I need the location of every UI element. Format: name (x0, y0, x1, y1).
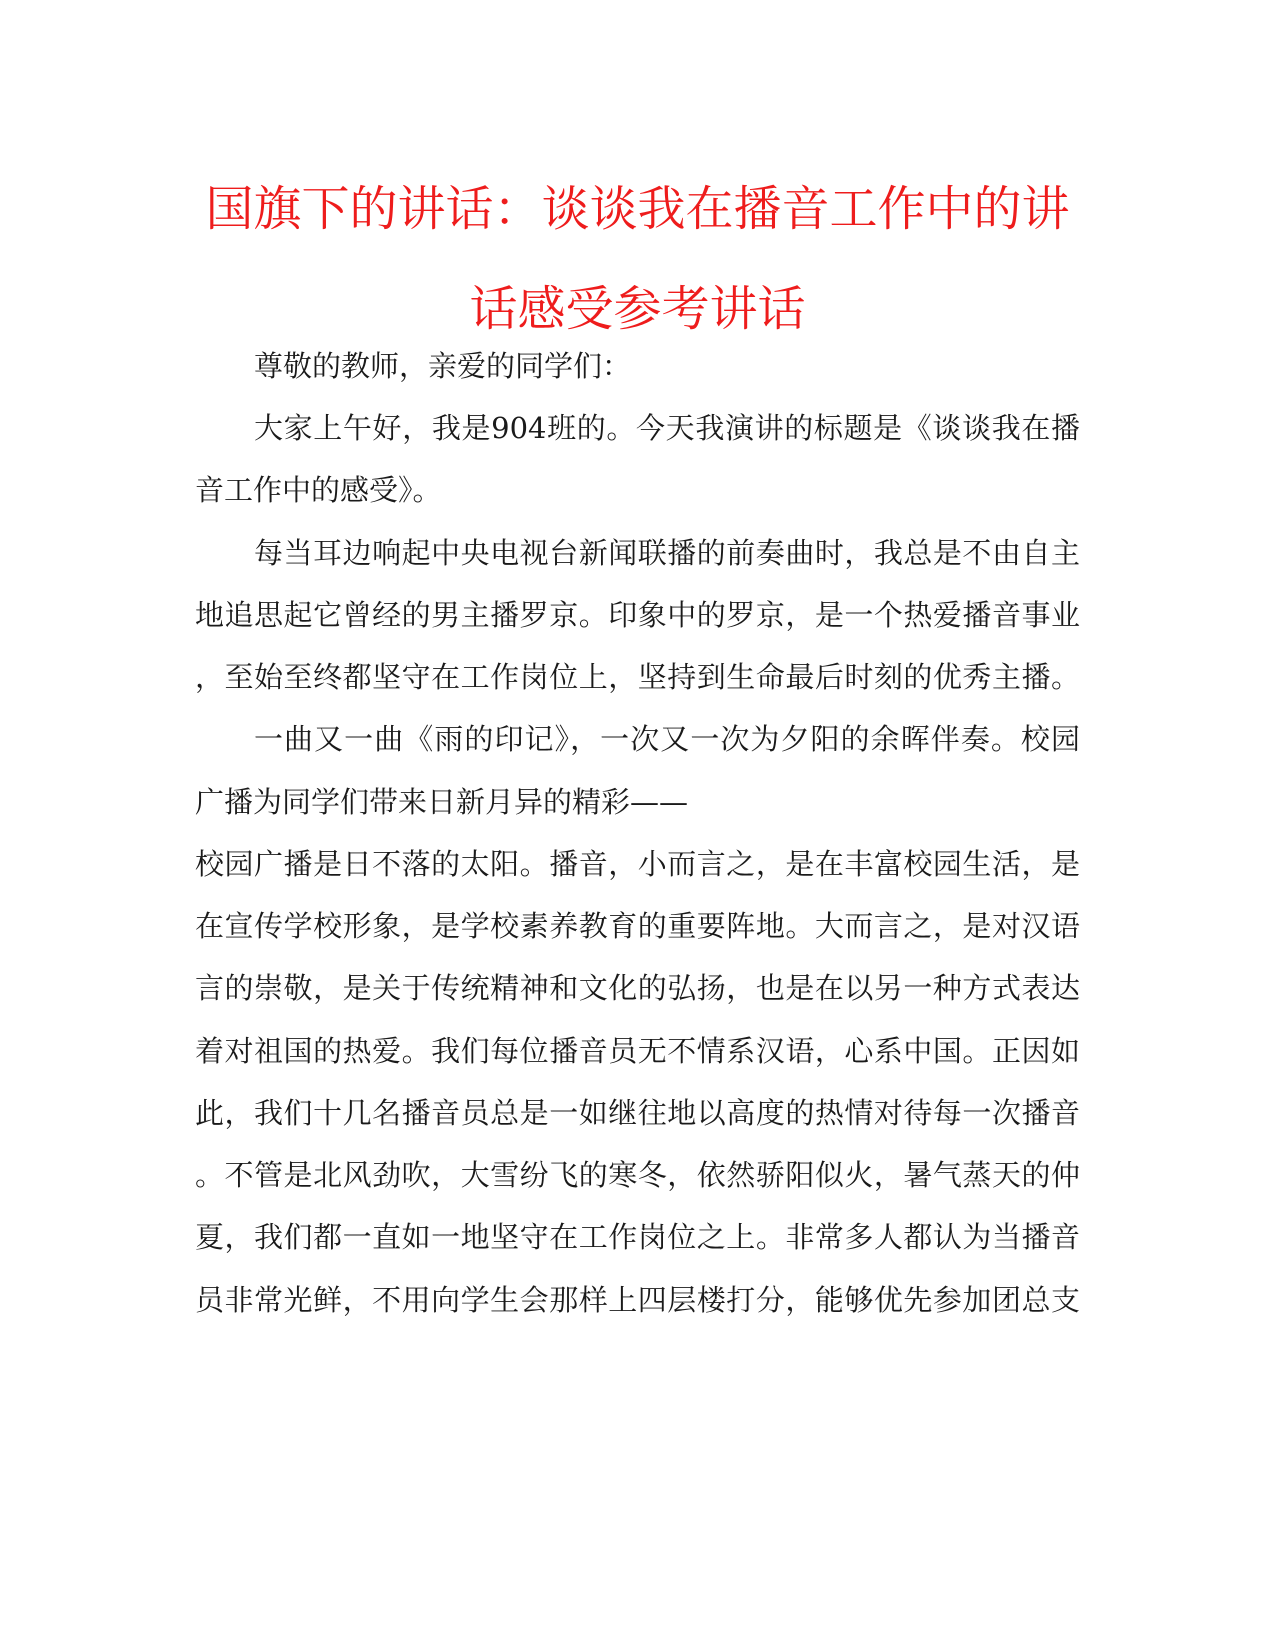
paragraph-line: 地追思起它曾经的男主播罗京。印象中的罗京，是一个热爱播音事业 (195, 598, 1080, 632)
document-title-line-1: 国旗下的讲话：谈谈我在播音工作中的讲 (205, 181, 1070, 237)
document-title-line-2: 话感受参考讲话 (469, 281, 806, 337)
paragraph-line: 大家上午好，我是904班的。今天我演讲的标题是《谈谈我在播 (254, 411, 1080, 445)
paragraph-line: 在宣传学校形象，是学校素养教育的重要阵地。大而言之，是对汉语 (195, 909, 1080, 943)
paragraph-line: 夏，我们都一直如一地坚守在工作岗位之上。非常多人都认为当播音 (195, 1220, 1080, 1254)
paragraph-line: 一曲又一曲《雨的印记》，一次又一次为夕阳的余晖伴奏。校园 (254, 722, 1080, 756)
paragraph-line: 广播为同学们带来日新月异的精彩—— (195, 785, 689, 819)
paragraph-line: ，至始至终都坚守在工作岗位上，坚持到生命最后时刻的优秀主播。 (195, 660, 1080, 694)
paragraph-line: 言的崇敬，是关于传统精神和文化的弘扬，也是在以另一种方式表达 (195, 971, 1080, 1005)
paragraph-line: 员非常光鲜，不用向学生会那样上四层楼打分，能够优先参加团总支 (195, 1283, 1080, 1317)
paragraph-line: 校园广播是日不落的太阳。播音，小而言之，是在丰富校园生活，是 (195, 847, 1080, 881)
paragraph-line: 音工作中的感受》。 (195, 473, 442, 507)
paragraph-line: 每当耳边响起中央电视台新闻联播的前奏曲时，我总是不由自主 (254, 536, 1080, 570)
paragraph-line: 着对祖国的热爱。我们每位播音员无不情系汉语，心系中国。正因如 (195, 1034, 1080, 1068)
paragraph-line: 。不管是北风劲吹，大雪纷飞的寒冬，依然骄阳似火，暑气蒸天的仲 (195, 1158, 1080, 1192)
paragraph-line: 此，我们十几名播音员总是一如继往地以高度的热情对待每一次播音 (195, 1096, 1080, 1130)
salutation: 尊敬的教师，亲爱的同学们： (254, 349, 632, 383)
